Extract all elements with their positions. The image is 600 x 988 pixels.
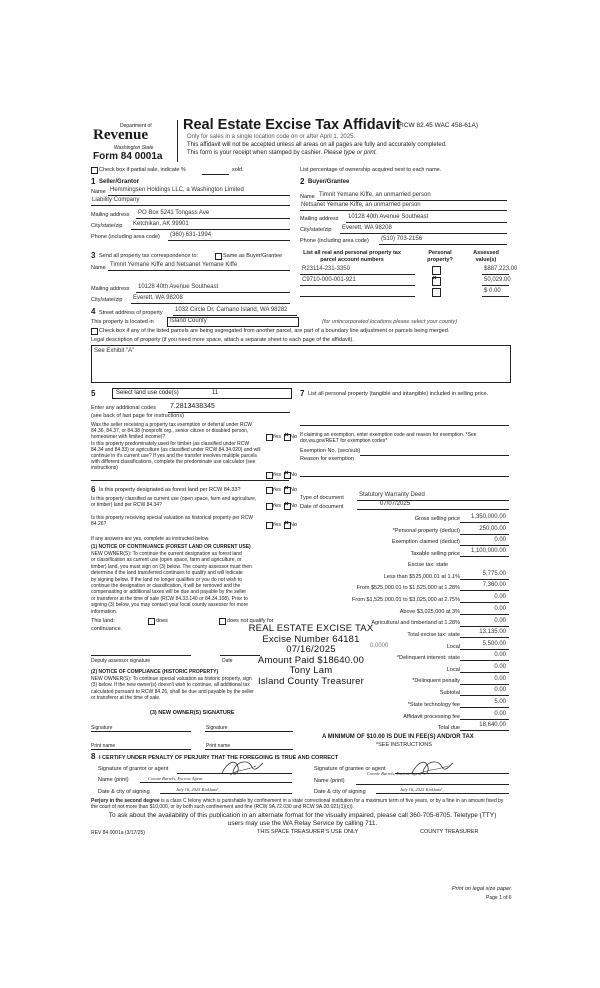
- local-rate[interactable]: 0.0000: [370, 643, 389, 649]
- personal-property-label: List all personal property (tangible and intangible) included in selling price.: [308, 391, 489, 397]
- stamp-line-1: REAL ESTATE EXCISE TAX: [248, 623, 374, 634]
- notice1-body: [91, 551, 252, 615]
- land-use-label: Select land use code(s): [116, 390, 179, 396]
- grantor-date-label: Date & city of signing: [98, 789, 150, 795]
- seller-mailing-label: Mailing address: [91, 212, 130, 218]
- seller-phone[interactable]: (360) 631-1994: [170, 232, 212, 238]
- tier-1-underline: [460, 590, 509, 591]
- deputy-date-label: Date: [222, 658, 233, 664]
- page-number: Page 1 of 6: [486, 895, 512, 901]
- grantor-name-underline: [140, 782, 292, 783]
- header-note-3a: This form is your receipt when stamped by cashier.: [187, 150, 323, 156]
- parcel-row-1-personal-checkbox[interactable]: [432, 277, 441, 286]
- gross-selling-value[interactable]: 1,350,000.00: [470, 514, 506, 520]
- processing-fee-label: Affidavit processing fee: [403, 714, 460, 720]
- section3-mailing-underline: [136, 292, 290, 293]
- buyer-city-underline: [340, 233, 507, 234]
- exemption-no-label: Exemption No. (sec/sub): [300, 448, 361, 454]
- personal-deduct-underline: [460, 534, 509, 535]
- doc-date-label: Date of document: [300, 504, 344, 510]
- continuance-label: continuance.: [91, 626, 123, 632]
- section3-city-underline: [131, 303, 290, 304]
- see-back: (see back of last page for instructions): [91, 413, 184, 419]
- buyer-mailing-label: Mailing address: [300, 216, 339, 222]
- county-value: Island County: [170, 318, 207, 324]
- q-historical: Is this property receiving special valuation as historical property per RCW 84.26?: [91, 515, 254, 527]
- tier-3-label: Above $3,025,000 at 3%: [399, 609, 460, 615]
- exemption-claim-note: If claiming an exemption, enter exemption code and reason for exemption. *See dor.wa.gov/REET for exemption codes*: [300, 432, 477, 445]
- section5-num: 5: [91, 389, 96, 398]
- segregated-checkbox[interactable]: [91, 328, 98, 335]
- buyer-phone-label: Phone (including area code): [300, 238, 369, 244]
- grantee-date-underline: [376, 793, 509, 794]
- perjury-rest: is a class C felony which is punishable by confinement in a state correctional institution for a maximum term of five years, or by a fine in an amount fixed by the court of not more than $10,000, or by both such confinement and fine (RCW 9A.72.030 and RCW 9A.20.021(1)(c)).: [91, 798, 504, 811]
- dor-logo-revenue: Revenue: [93, 127, 148, 143]
- q6c-no-label: No: [290, 522, 298, 528]
- sig-grantee-label: Signature of grantee or agent: [314, 766, 386, 772]
- notice2-title: (2) NOTICE OF COMPLIANCE (HISTORIC PROPERTY): [91, 669, 219, 675]
- form-number: Form 84 0001a: [93, 151, 163, 162]
- seller-name2-underline: [91, 205, 290, 206]
- buyer-name-label: Name: [300, 194, 315, 200]
- section3-mailing[interactable]: 10128 40th Avenue Southeast: [138, 284, 219, 290]
- tech-fee-label: *State technology fee: [407, 702, 460, 708]
- penalty-label: *Delinquent penalty: [412, 678, 460, 684]
- tier-2-underline: [460, 602, 509, 603]
- parcel-row-2-assessed-underline: [482, 296, 509, 297]
- interest-state-label: *Delinquent interest: state: [397, 655, 460, 661]
- seller-name-line1[interactable]: Hemmingsen Holdings LLC, a Washington Limited: [110, 187, 244, 193]
- reason-label: Reason for exemption: [300, 456, 354, 462]
- q-forest-land: Is this property designated as forest land per RCW 84.33?: [99, 487, 241, 493]
- minimum-due-note: A MINIMUM OF $10.00 IS DUE IN FEE(S) AND/OR TAX: [322, 734, 474, 740]
- taxable-selling-underline: [460, 556, 509, 557]
- subtotal-underline: [460, 695, 509, 696]
- owner-sig-line-2[interactable]: [205, 731, 293, 732]
- notice1-line: determine if the land transferred continues to qualify and will indicate: [91, 570, 243, 577]
- q2-yes-label: Yes: [272, 472, 281, 478]
- notice1-line: timber) land, you must sign on (3) below. The county assessor must then: [91, 563, 252, 570]
- form-rcw: (RCW 82.45 WAC 458-61A): [397, 122, 479, 129]
- seller-phone-label: Phone (including area code): [91, 234, 160, 240]
- seller-mailing[interactable]: PO Box 5241 Tongass Ave: [138, 210, 210, 216]
- q-exemption-deferral: Was the seller receiving a property tax exemption or deferral under RCW 84.36, 84.37, or 84.38 (nonprofit org., senior citizen or disabled person, homeowner with limited income)?: [91, 422, 252, 440]
- tech-fee-value[interactable]: 5.00: [494, 699, 506, 705]
- tier-3-value[interactable]: 0.00: [494, 606, 506, 612]
- excise-tax-state-label: Excise tax: state: [408, 562, 449, 568]
- section3-num: 3: [91, 251, 96, 260]
- buyer-mailing[interactable]: 10128 40th Avenue Southeast: [348, 214, 429, 220]
- does-qualify-checkbox[interactable]: [148, 618, 155, 625]
- local-underline: [460, 649, 509, 650]
- does-label: does: [156, 618, 168, 624]
- parcel-row-1-underline: [300, 285, 415, 286]
- section6-num: 6: [91, 485, 96, 494]
- county-treasurer: COUNTY TREASURER: [420, 829, 479, 835]
- total-excise-value[interactable]: 13,135.00: [479, 629, 506, 635]
- does-not-label: does not qualify for: [227, 618, 274, 624]
- deputy-sig-label: Deputy assessor signature: [91, 658, 151, 664]
- tier-2-value[interactable]: 0.00: [494, 594, 506, 600]
- section4-num: 4: [91, 307, 96, 316]
- section5-divider: [91, 480, 289, 481]
- notice2-body: [91, 676, 254, 702]
- legal-size-note: Print on legal size paper.: [452, 886, 513, 892]
- q-timber-agriculture: Is this property predominately used for timber (as classified under RCW 84.34 and 84.33) or agriculture (as classified under RCW 84.34.020) and will continue in it's current use? If yes and the transfer involves multiple parcels with different classifications, complete the predominate use calculator (see instructions): [91, 441, 261, 471]
- q6c-yes-label: Yes: [272, 522, 281, 528]
- buyer-heading-num: 2: [300, 177, 305, 186]
- form-title: Real Estate Excise Tax Affidavit: [183, 117, 401, 133]
- notice1-line: continue the designation or classification, it will be removed and the: [91, 583, 241, 590]
- buyer-mailing-underline: [346, 222, 507, 223]
- section3-name-label: Name: [91, 265, 106, 271]
- county-select[interactable]: [167, 317, 299, 327]
- q1-yes-label: Yes: [272, 434, 281, 440]
- seller-name-label: Name: [91, 189, 106, 195]
- interest-state-value[interactable]: 0.00: [494, 652, 506, 658]
- taxable-selling-label: Taxable selling price: [410, 551, 460, 557]
- owner-print-line-2[interactable]: [205, 749, 293, 750]
- notice2-line: (3) below. If the new owner(s) doesn't wish to continue, all additional tax: [91, 682, 250, 689]
- tier-4-underline: [460, 626, 509, 627]
- dor-washington-state: Washington State: [114, 145, 154, 151]
- total-due-value[interactable]: 18,640.00: [479, 722, 506, 728]
- seller-name-line2[interactable]: Liability Company: [92, 197, 140, 203]
- q-current-use: Is this property classified as current use (open space, farm and agriculture, or timber) land per RCW 84.34?: [91, 496, 257, 508]
- header-divider: [177, 120, 178, 162]
- dor-dept-of: Department of: [120, 123, 152, 129]
- partial-sale-sold: sold.: [232, 167, 244, 173]
- parcels-header-parcel: List all real and personal property tax parcel account numbers: [303, 250, 401, 263]
- doc-type-label: Type of document: [300, 495, 344, 501]
- additional-codes-underline: [168, 412, 290, 413]
- stamp-line-4: Amount Paid $18640.00: [257, 654, 365, 666]
- section3-city-label: City/state/zip: [91, 297, 123, 303]
- seller-heading-num: 1: [91, 177, 96, 186]
- grantee-name-underline: [356, 784, 509, 785]
- exemption-deduct-underline: [460, 545, 509, 546]
- stamp-line-2: Excise Number 64181: [262, 633, 360, 645]
- stamp-line-6: Island County Treasurer: [258, 675, 364, 687]
- buyer-name2-underline: [300, 210, 507, 211]
- header-note-1: Only for sales in a single location code on or after April 1, 2025.: [187, 134, 356, 140]
- owner-print-label-1: Print name: [91, 743, 116, 749]
- personal-property-line[interactable]: [300, 425, 509, 426]
- reason-line[interactable]: [300, 476, 509, 477]
- parcel-row-0-personal-checkbox[interactable]: [432, 266, 441, 275]
- notice2-line: NEW OWNER(S): To continue special valuation as historic property, sign: [91, 676, 252, 682]
- notice1-line: information.: [91, 608, 118, 615]
- notice1-line: signing (3) below, you may contact your local county assessor for more: [91, 602, 249, 609]
- doc-date[interactable]: 07/07/2025: [380, 501, 411, 507]
- unincorporated-note: (for unincorporated locations please select your county): [322, 319, 458, 325]
- parcels-header-personal: Personal property?: [427, 250, 453, 263]
- tier-4-label: Agricultural and timberland at 1.28%: [371, 620, 460, 626]
- parcel-row-0-assessed-underline: [482, 274, 509, 275]
- additional-codes-label: Enter any additional codes: [91, 405, 156, 411]
- section8-num: 8: [91, 752, 96, 761]
- notice1-line: or transferor at the time of sale (RCW 84.33.140 or 84.34.108). Prior to: [91, 595, 248, 602]
- buyer-phone-underline: [379, 244, 507, 245]
- local-value[interactable]: 5,500.00: [482, 641, 506, 647]
- see-instructions: *SEE INSTRUCTIONS: [376, 742, 432, 748]
- doc-date-underline: [357, 509, 509, 510]
- section7-num: 7: [300, 389, 305, 398]
- buyer-name-line1[interactable]: Timnit Yemane Kiffe, an unmarried person: [319, 192, 431, 198]
- subtotal-value[interactable]: 0.00: [494, 687, 506, 693]
- sig-grantor-label: Signature of grantor or agent: [98, 766, 169, 772]
- form-revision: REV 84 0001a (3/17/25): [91, 830, 145, 836]
- owner-sig-line-1[interactable]: [91, 731, 191, 732]
- additional-codes-value[interactable]: 7.2813438345: [170, 403, 215, 410]
- total-excise-underline: [460, 637, 509, 638]
- owner-print-line-1[interactable]: [91, 749, 191, 750]
- tier-0-underline: [460, 579, 509, 580]
- notice1-line: NEW OWNER(S): To continue the current designation as forest land: [91, 551, 242, 557]
- parcel-row-1-assessed-underline: [482, 285, 509, 286]
- total-excise-label: Total excise tax: state: [407, 632, 460, 638]
- buyer-name-underline: [317, 200, 507, 201]
- this-land-label: This land:: [91, 618, 115, 624]
- segregated-label: Check box if any of the listed parcels are being segregated from another parcel, are part of a boundary line adjustment or parcels being merged.: [99, 328, 450, 334]
- certify-statement: I CERTIFY UNDER PENALTY OF PERJURY THAT THE FOREGOING IS TRUE AND CORRECT: [99, 755, 339, 761]
- interest-local-value[interactable]: 0.00: [494, 664, 506, 670]
- stamp-line-5: Tony Lam: [289, 665, 333, 676]
- notice1-line: or classification as current use (open space, farm and agriculture, or: [91, 557, 242, 564]
- same-as-buyer-checkbox[interactable]: [215, 253, 222, 260]
- any-yes-note: If any answers are yes, complete as instructed below.: [91, 536, 210, 542]
- tier-4-value[interactable]: 0.00: [494, 618, 506, 624]
- exemption-deduct-value[interactable]: 0.00: [494, 537, 506, 543]
- local-label: Local: [446, 644, 460, 650]
- notice1-line: compensating or additional taxes will be due and payable by the seller: [91, 589, 247, 596]
- perjury-note: [91, 798, 511, 810]
- buyer-city[interactable]: Everett, WA 98208: [342, 225, 392, 231]
- grantor-name-label: Name (print): [98, 777, 129, 783]
- doc-type[interactable]: Statutory Warranty Deed: [359, 492, 425, 498]
- buyer-name-line2[interactable]: Netsanet Yemane Kiffe, an unmarried person: [301, 202, 421, 208]
- notice1-line: by signing below. If the land no longer qualifies or you do not wish to: [91, 576, 242, 583]
- section3-name-underline: [108, 270, 290, 271]
- interest-local-label: Local: [446, 667, 460, 673]
- tier-1-value[interactable]: 7,360.00: [482, 582, 506, 588]
- seller-city-underline: [131, 229, 290, 230]
- header-note-3b: Please type or print.: [323, 150, 378, 156]
- street-label: Street address of property: [99, 310, 163, 316]
- buyer-city-label: City/state/zip: [300, 227, 332, 233]
- section3-label: Send all property tax correspondence to:: [99, 253, 199, 259]
- owner-sig-label-2: Signature: [206, 725, 228, 731]
- parcel-row-2-assessed[interactable]: $ 0.00: [484, 288, 501, 294]
- grantor-date-underline: [160, 793, 292, 794]
- seller-phone-underline: [168, 240, 290, 241]
- grantee-name-label: Name (print): [314, 778, 345, 784]
- same-as-buyer-label: Same as Buyer/Grantee: [223, 253, 283, 259]
- does-not-qualify-checkbox[interactable]: [219, 618, 226, 625]
- header-note-3: [187, 150, 377, 156]
- personal-deduct-label: *Personal property (deduct): [392, 528, 460, 534]
- gross-selling-label: Gross selling price: [414, 516, 460, 522]
- treasurer-use-only: THIS SPACE TREASURER'S USE ONLY: [257, 829, 359, 835]
- parcel-row-0-assessed[interactable]: $887,223.00: [484, 266, 518, 272]
- q1-no-label: No: [290, 434, 298, 440]
- new-owner-sig-title: (3) NEW OWNER(S) SIGNATURE: [150, 710, 235, 716]
- seller-heading: Seller/Grantor: [99, 179, 140, 185]
- partial-sale-label: Check box if partial sale, indicate %: [99, 167, 186, 173]
- accessibility-note: To ask about the availability of this publication in an alternate format for the visually impaired, please call 360-705-6705. Teletype (TTY) users may use the WA Relay Service by calling 711.: [108, 812, 497, 827]
- section3-name[interactable]: Timnit Yemane Kiffe and Netsanet Yemane Kiffe: [110, 262, 238, 268]
- q2-no-label: No: [290, 472, 298, 478]
- treasurer-receipt-stamp: [236, 623, 389, 687]
- personal-deduct-value[interactable]: 250,00.00: [479, 526, 506, 532]
- legal-label: Legal description of property (if you need more space, attach a separate sheet to each page of the affidavit).: [91, 337, 354, 343]
- grantee-name[interactable]: Connie Bartels, Escrow Agent: [367, 771, 422, 776]
- located-label: This property is located in: [91, 319, 154, 325]
- deputy-sig-line[interactable]: [91, 655, 191, 656]
- ownership-note: List percentage of ownership acquired next to each name.: [300, 167, 442, 173]
- owner-print-label-2: Print name: [206, 743, 231, 749]
- seller-city[interactable]: Ketchikan, AK 99901: [133, 221, 189, 227]
- q6b-yes-label: Yes: [272, 503, 281, 509]
- parcel-row-1-assessed[interactable]: 50,029.00: [484, 277, 511, 283]
- penalty-value[interactable]: 0.00: [494, 676, 506, 682]
- exemption-no-line[interactable]: [360, 455, 509, 456]
- processing-fee-value[interactable]: 0.00: [494, 711, 506, 717]
- seller-city-label: City/state/zip: [91, 223, 123, 229]
- land-use-code: 11: [212, 390, 219, 396]
- partial-sale-percent-line[interactable]: [202, 174, 229, 175]
- tier-0-label: Less than $525,000.01 at 1.1%: [383, 574, 460, 580]
- street-underline: [173, 315, 297, 316]
- processing-fee-underline: [460, 719, 509, 720]
- street-address[interactable]: 1032 Circle Dr, Camano Island, WA 98282: [175, 307, 288, 313]
- perjury-bold: Perjury in the second degree: [91, 798, 160, 804]
- legal-description: See Exhibit "A": [94, 348, 135, 354]
- legal-description-box[interactable]: [91, 345, 511, 383]
- grantee-date-label: Date & city of signing: [314, 789, 366, 795]
- notice2-line: calculated pursuant to RCW 84.26, shall be due and payable by the seller: [91, 688, 254, 695]
- parcels-header-assessed: Assessed value(s): [473, 250, 499, 263]
- seller-mailing-underline: [136, 218, 290, 219]
- total-due-label: Total due: [437, 725, 460, 731]
- q6a-yes-label: Yes: [272, 487, 281, 493]
- buyer-phone[interactable]: (510) 703-2156: [381, 236, 423, 242]
- gross-selling-underline: [460, 522, 509, 523]
- land-use-select[interactable]: [112, 388, 292, 399]
- seller-name-underline: [108, 195, 290, 196]
- interest-state-underline: [460, 660, 509, 661]
- q6b-no-label: No: [290, 503, 298, 509]
- grantor-date-city[interactable]: July 16, 2025 Kirkland: [176, 787, 218, 792]
- penalty-underline: [460, 684, 509, 685]
- notice2-line: or transferor at the time of sale.: [91, 695, 161, 702]
- tech-fee-underline: [460, 707, 509, 708]
- grantor-signature: [218, 757, 266, 779]
- parcel-row-1-number[interactable]: C9710-000-001-921: [302, 277, 356, 283]
- tier-2-label: From $1,525,000.01 to $3,025,000 at 2.75%: [352, 597, 460, 603]
- parcel-row-0-number[interactable]: R23114-231-3350: [302, 266, 350, 272]
- grantee-date-city[interactable]: July 16, 2025 Kirkland: [400, 787, 442, 792]
- section3-mailing-label: Mailing address: [91, 286, 130, 292]
- section3-city[interactable]: Everett, WA 98208: [133, 295, 183, 301]
- parcel-row-0-underline: [300, 274, 415, 275]
- interest-local-underline: [460, 672, 509, 673]
- total-due-underline: [460, 730, 509, 731]
- tier-0-value[interactable]: 5,775.00: [482, 571, 506, 577]
- stamp-line-3: 07/16/2025: [286, 644, 336, 655]
- exemption-deduct-label: Exemption claimed (deduct): [391, 539, 460, 545]
- buyer-heading: Buyer/Grantee: [308, 179, 350, 185]
- taxable-selling-value[interactable]: 1,100,000.00: [470, 548, 506, 554]
- header-note-2: This affidavit will not be accepted unless all areas on all pages are fully and accurately completed.: [187, 142, 447, 148]
- owner-sig-label-1: Signature: [91, 725, 113, 731]
- partial-sale-checkbox[interactable]: [91, 167, 98, 174]
- tier-3-underline: [460, 614, 509, 615]
- grantor-name[interactable]: Connie Bartels, Escrow Agent: [148, 776, 203, 781]
- parcel-row-2-personal-checkbox[interactable]: [432, 288, 441, 297]
- notice1-title: (1) NOTICE OF CONTINUANCE (FOREST LAND OR CURRENT USE): [91, 544, 251, 550]
- tier-1-label: From $525,000.01 to $1,525,000 at 1.28%: [356, 585, 460, 591]
- subtotal-label: Subtotal: [439, 690, 460, 696]
- parcel-row-2-underline: [300, 296, 415, 297]
- q6a-no-label: No: [290, 487, 298, 493]
